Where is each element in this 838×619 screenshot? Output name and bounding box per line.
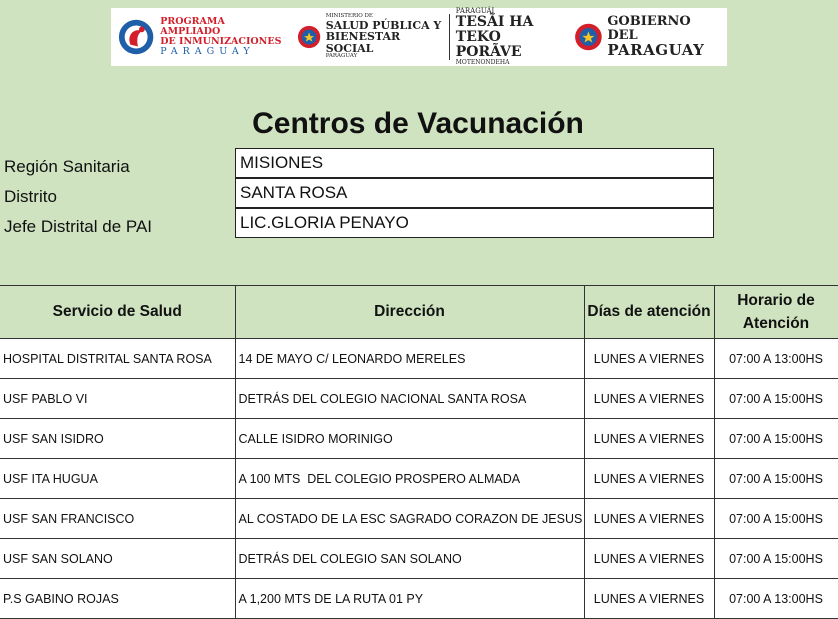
banner-divider	[449, 14, 450, 60]
table-header-row	[0, 286, 838, 339]
cell-servicio: USF SAN ISIDRO	[0, 419, 235, 459]
msp-line1: MINISTERIO DE	[325, 12, 373, 19]
page-title-text: Centros de Vacunación	[252, 107, 584, 140]
cell-direccion: A 1,200 MTS DE LA RUTA 01 PY	[235, 579, 584, 619]
table-row	[0, 419, 838, 459]
pai-line1: PROGRAMA AMPLIADO	[160, 16, 225, 38]
table-row	[0, 539, 838, 579]
paraguay-seal-icon	[297, 24, 321, 50]
msp-line4: PARAGUAY	[325, 53, 358, 60]
cell-direccion: 14 DE MAYO C/ LEONARDO MERELES	[235, 339, 584, 379]
region-label: Región Sanitaria	[4, 157, 130, 176]
cell-direccion: A 100 MTS DEL COLEGIO PROSPERO ALMADA	[235, 459, 584, 499]
cell-direccion: DETRÁS DEL COLEGIO SAN SOLANO	[235, 539, 584, 579]
tesai-line1: PARAGUÁI	[455, 7, 495, 16]
table-row	[0, 459, 838, 499]
pai-line2: DE INMUNIZACIONES	[160, 36, 282, 47]
cell-dias: LUNES A VIERNES	[584, 339, 714, 379]
cell-dias: LUNES A VIERNES	[584, 539, 714, 579]
cell-dias: LUNES A VIERNES	[584, 499, 714, 539]
cell-horario: 07:00 A 15:00HS	[714, 499, 838, 539]
pai-line3: PARAGUAY	[160, 45, 255, 57]
cell-servicio: USF PABLO VI	[0, 379, 235, 419]
header-horario: Horario de Atención	[714, 286, 838, 339]
header-dias: Días de atención	[584, 286, 714, 339]
vaccination-centers-table	[0, 285, 838, 619]
cell-horario: 07:00 A 13:00HS	[714, 339, 838, 379]
cell-dias: LUNES A VIERNES	[584, 419, 714, 459]
table-row	[0, 379, 838, 419]
cell-direccion: DETRÁS DEL COLEGIO NACIONAL SANTA ROSA	[235, 379, 584, 419]
cell-direccion: CALLE ISIDRO MORINIGO	[235, 419, 584, 459]
table-row	[0, 339, 838, 379]
header-servicio: Servicio de Salud	[0, 286, 235, 339]
msp-logo	[297, 8, 443, 66]
tesai-line4: MOTENONDEHA	[455, 58, 510, 66]
gobierno-line1: GOBIERNO DEL	[607, 14, 691, 44]
msp-line2: SALUD PÚBLICA Y	[325, 18, 442, 32]
gobierno-line2: PARAGUAY	[607, 40, 705, 59]
table-row	[0, 579, 838, 619]
region-value: MISIONES	[235, 148, 714, 178]
cell-servicio: USF SAN FRANCISCO	[0, 499, 235, 539]
cell-dias: LUNES A VIERNES	[584, 459, 714, 499]
institutional-logo-banner	[111, 8, 727, 66]
cell-servicio: USF ITA HUGUA	[0, 459, 235, 499]
cell-horario: 07:00 A 15:00HS	[714, 539, 838, 579]
tesai-logo	[456, 8, 566, 66]
cell-direccion: AL COSTADO DE LA ESC SAGRADO CORAZON DE JESUS	[235, 499, 584, 539]
cell-horario: 07:00 A 15:00HS	[714, 419, 838, 459]
distrito-label: Distrito	[4, 187, 57, 206]
page-title	[0, 107, 838, 141]
header-direccion: Dirección	[235, 286, 584, 339]
cell-horario: 07:00 A 15:00HS	[714, 459, 838, 499]
pai-emblem-icon	[117, 17, 155, 57]
jefe-label: Jefe Distrital de PAI	[4, 217, 153, 236]
cell-dias: LUNES A VIERNES	[584, 579, 714, 619]
gobierno-logo	[574, 8, 722, 66]
pai-logo	[117, 8, 283, 66]
distrito-value: SANTA ROSA	[235, 178, 714, 208]
jefe-value: LIC.GLORIA PENAYO	[235, 208, 714, 238]
msp-line3: BIENESTAR SOCIAL	[325, 30, 401, 55]
cell-servicio: USF SAN SOLANO	[0, 539, 235, 579]
tesai-line3: PORÃVE	[455, 43, 522, 60]
tesai-line2: TESÃI HA TEKO	[455, 14, 534, 46]
cell-dias: LUNES A VIERNES	[584, 379, 714, 419]
cell-horario: 07:00 A 13:00HS	[714, 579, 838, 619]
cell-servicio: HOSPITAL DISTRITAL SANTA ROSA	[0, 339, 235, 379]
cell-horario: 07:00 A 15:00HS	[714, 379, 838, 419]
table-row	[0, 499, 838, 539]
gobierno-seal-icon	[574, 22, 603, 52]
cell-servicio: P.S GABINO ROJAS	[0, 579, 235, 619]
